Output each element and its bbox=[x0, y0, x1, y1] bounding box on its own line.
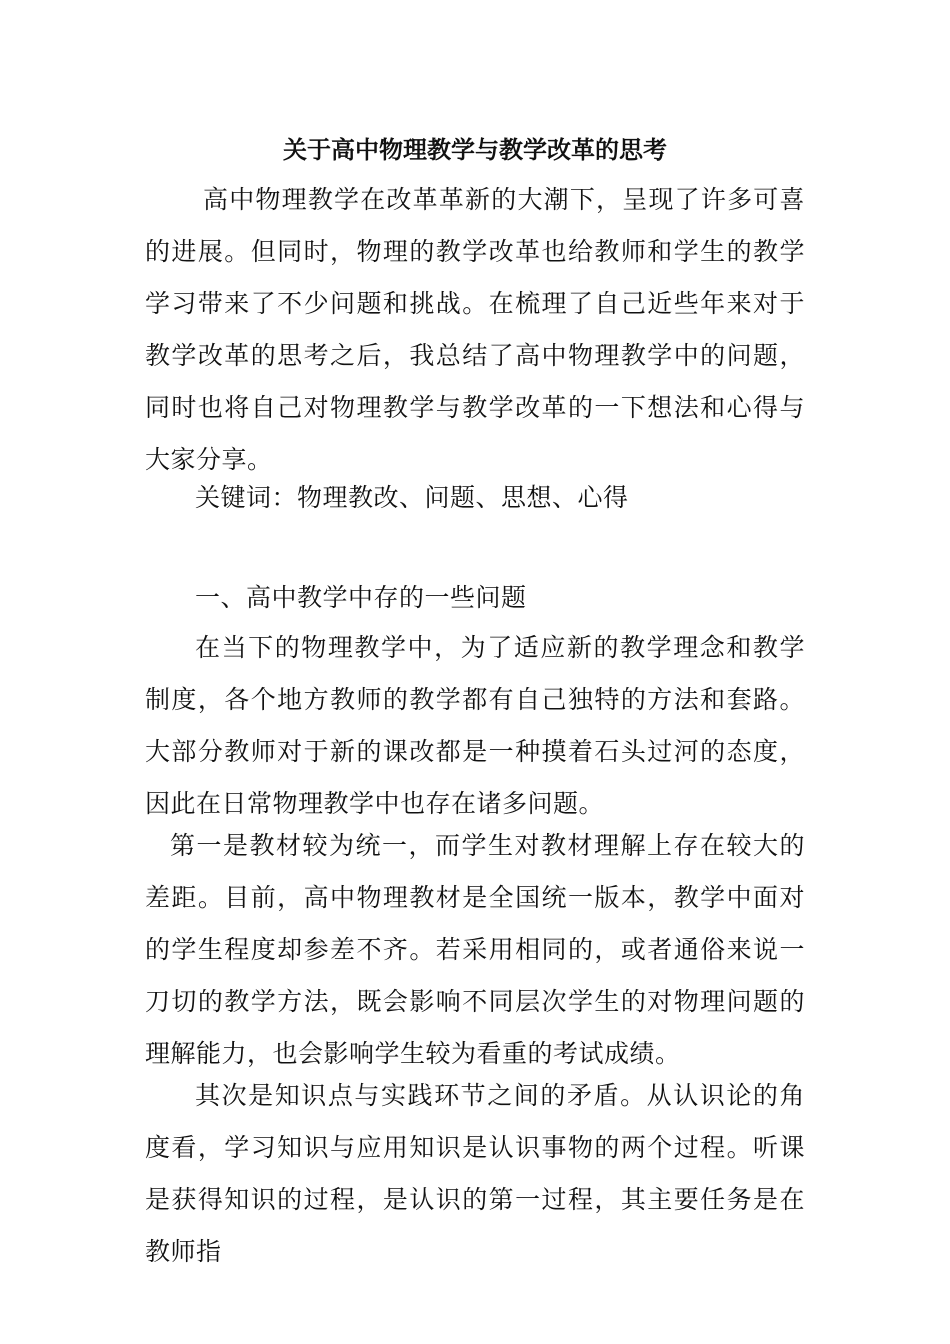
body-paragraph: 第一是教材较为统一，而学生对教材理解上存在较大的差距。目前，高中物理教材是全国统一版本，教学中面对的学生程度却参差不齐。若采用相同的，或者通俗来说一刀切的教学方法，既会影响不同层次学生的对物理问题的理解能力，也会影响学生较为看重的考试成绩。 bbox=[145, 831, 805, 1068]
body-paragraph: 其次是知识点与实践环节之间的矛盾。从认识论的角度看，学习知识与应用知识是认识事物的两个过程。听课是获得知识的过程，是认识的第一过程，其主要任务是在教师指 bbox=[145, 1081, 805, 1266]
section-heading: 一、高中教学中存的一些问题 bbox=[195, 583, 527, 612]
abstract-paragraph: 高中物理教学在改革革新的大潮下，呈现了许多可喜的进展。但同时，物理的教学改革也给教师和学生的教学学习带来了不少问题和挑战。在梳理了自己近些年来对于教学改革的思考之后，我总结了高中物理教学中的问题，同时也将自己对物理教学与教学改革的一下想法和心得与大家分享。 bbox=[145, 185, 805, 474]
body-paragraph: 在当下的物理教学中，为了适应新的教学理念和教学制度，各个地方教师的教学都有自己独特的方法和套路。大部分教师对于新的课改都是一种摸着石头过河的态度，因此在日常物理教学中也存在诸多问题。 bbox=[145, 633, 805, 818]
document-title: 关于高中物理教学与教学改革的思考 bbox=[283, 135, 667, 164]
keywords-line: 关键词：物理教改、问题、思想、心得 bbox=[195, 483, 629, 512]
